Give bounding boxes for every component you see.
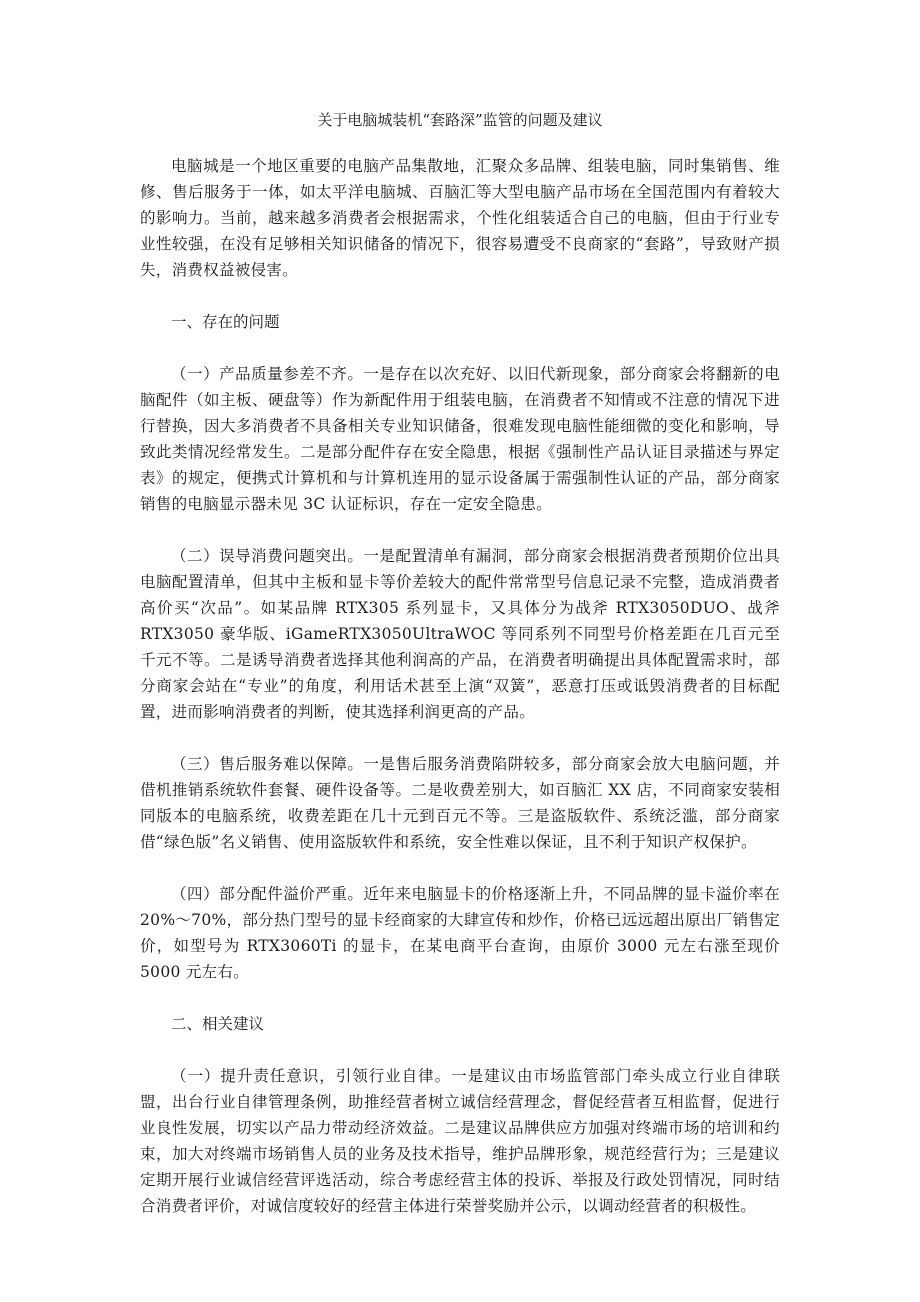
problem-paragraph-1: （一）产品质量参差不齐。一是存在以次充好、以旧代新现象，部分商家会将翻新的电脑配件（如主板、硬盘等）作为新配件用于组装电脑，在消费者不知情或不注意的情况下进行替换，因大多消费者不具备相关专业知识储备，很难发现电脑性能细微的变化和影响，导致此类情况经常发生。二是部分配件存在安全隐患，根据《强制性产品认证目录描述与界定表》的规定，便携式计算机和与计算机连用的显示设备属于需强制性认证的产品，部分商家销售的电脑显示器未见 3C 认证标识，存在一定安全隐患。 bbox=[140, 365, 780, 513]
section-heading-problems: 一、存在的问题 bbox=[171, 313, 280, 331]
document-title: 关于电脑城装机“套路深”监管的问题及建议 bbox=[317, 111, 603, 129]
problem-paragraph-3: （三）售后服务难以保障。一是售后服务消费陷阱较多，部分商家会放大电脑问题，并借机推销系统软件套餐、硬件设备等。二是收费差别大，如百脑汇 XX 店，不同商家安装相同版本的电脑系统，收费差距在几十元到百元不等。三是盗版软件、系统泛滥，部分商家借“绿色版”名义销售、使用盗版软件和系统，安全性难以保证，且不利于知识产权保护。 bbox=[140, 755, 780, 851]
problem-paragraph-4: （四）部分配件溢价严重。近年来电脑显卡的价格逐渐上升，不同品牌的显卡溢价率在 20%～70%，部分热门型号的显卡经商家的大肆宣传和炒作，价格已远远超出原出厂销售定价，如型号为 RTX3060Ti 的显卡，在某电商平台查询，由原价 3000 元左右涨至现价 5000 元左右。 bbox=[140, 885, 780, 981]
intro-paragraph: 电脑城是一个地区重要的电脑产品集散地，汇聚众多品牌、组装电脑，同时集销售、维修、售后服务于一体，如太平洋电脑城、百脑汇等大型电脑产品市场在全国范围内有着较大的影响力。当前，越来越多消费者会根据需求，个性化组装适合自己的电脑，但由于行业专业性较强，在没有足够相关知识储备的情况下，很容易遭受不良商家的“套路”，导致财产损失，消费权益被侵害。 bbox=[140, 157, 780, 279]
suggestion-paragraph-1: （一）提升责任意识，引领行业自律。一是建议由市场监管部门牵头成立行业自律联盟，出台行业自律管理条例，助推经营者树立诚信经营理念，督促经营者互相监督，促进行业良性发展，切实以产品力带动经济效益。二是建议品牌供应方加强对终端市场的培训和约束，加大对终端市场销售人员的业务及技术指导，维护品牌形象，规范经营行为；三是建议定期开展行业诚信经营评选活动，综合考虑经营主体的投诉、举报及行政处罚情况，同时结合消费者评价，对诚信度较好的经营主体进行荣誉奖励并公示，以调动经营者的积极性。 bbox=[140, 1067, 780, 1215]
document-page bbox=[140, 108, 780, 1245]
section-heading-suggestions: 二、相关建议 bbox=[171, 1015, 265, 1033]
problem-paragraph-2: （二）误导消费问题突出。一是配置清单有漏洞，部分商家会根据消费者预期价位出具电脑配置清单，但其中主板和显卡等价差较大的配件常常型号信息记录不完整，造成消费者高价买“次品”。如某品牌 RTX305 系列显卡，又具体分为战斧 RTX3050DUO、战斧 RTX3050 豪华版、iGameRTX3050UltraWOC 等同系列不同型号价格差距在几百元至千元不等。二是诱导消费者选择其他利润高的产品，在消费者明确提出具体配置需求时，部分商家会站在“专业”的角度，利用话术甚至上演“双簧”，恶意打压或诋毁消费者的目标配置，进而影响消费者的判断，使其选择利润更高的产品。 bbox=[140, 547, 780, 721]
